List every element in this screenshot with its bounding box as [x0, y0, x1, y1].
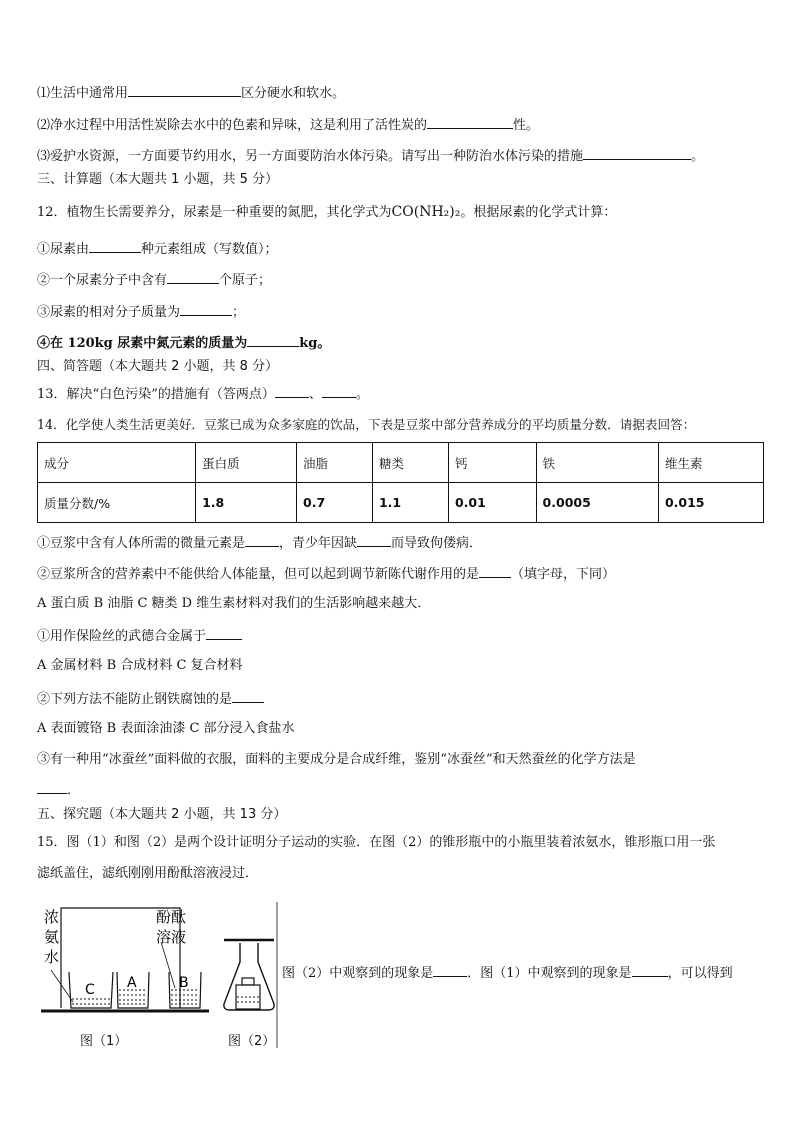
q12-stem: [37, 203, 616, 222]
answer-blank[interactable]: [167, 270, 219, 284]
q15-tail: ，可以得到: [667, 966, 733, 981]
table-cell: 0.015: [658, 483, 763, 523]
section-heading-4: 四、简答题（本大题共 2 小题，共 8 分）: [37, 359, 279, 374]
q14-part3: [37, 626, 242, 646]
answer-blank[interactable]: [128, 83, 241, 97]
ammonia-label-char: 氨: [44, 928, 60, 946]
table-cell: 钙: [448, 443, 536, 483]
q14-options: A 蛋白质 B 油脂 C 糖类 D 维生素材料对我们的生活影响越来越大．: [37, 596, 431, 611]
q12-1-text: ①尿素由: [37, 242, 90, 257]
figure-1-diffusion-apparatus: [37, 900, 212, 1020]
q14-1-text: ①豆浆中含有人体所需的微量元素是: [37, 536, 246, 551]
section-heading-5: 五、探究题（本大题共 2 小题，共 13 分）: [37, 807, 287, 822]
q12-part3: [37, 302, 245, 322]
table-cell: 质量分数/%: [38, 483, 196, 523]
table-header-row: [38, 443, 764, 483]
q13-tail: 。: [355, 387, 369, 402]
q15-mid: ．图（1）中观察到的现象是: [467, 966, 632, 981]
answer-blank[interactable]: [180, 302, 232, 316]
answer-blank[interactable]: [89, 239, 141, 253]
q12-3-text: ③尿素的相对分子质量为: [37, 305, 181, 320]
q14-stem: 14．化学使人类生活更美好．豆浆已成为众多家庭的饮品，下表是豆浆中部分营养成分的平均质量分数．请据表回答：: [37, 417, 696, 432]
q12-3-tail: ；: [232, 305, 246, 320]
q14-4-options: A 表面镀铬 B 表面涂油漆 C 部分浸入食盐水: [37, 721, 295, 736]
figure-1-caption: 图（1）: [80, 1034, 128, 1049]
table-cell: 蛋白质: [196, 443, 297, 483]
q15-stem-line1: 15．图（1）和图（2）是两个设计证明分子运动的实验．在图（2）的锥形瓶中的小瓶里装着浓氨水，锥形瓶口用一张: [37, 835, 716, 850]
q15-text: 图（2）中观察到的现象是: [282, 966, 434, 981]
q11-2-text: ⑵净水过程中用活性炭除去水中的色素和异味，这是利用了活性炭的: [37, 118, 428, 133]
answer-blank[interactable]: [427, 115, 513, 129]
q14-1-tail: 而导致佝偻病．: [391, 536, 483, 551]
leader-line: [161, 942, 175, 988]
table-cell: 维生素: [658, 443, 763, 483]
q12-part2: [37, 270, 271, 290]
q14-3-options: A 金属材料 B 合成材料 C 复合材料: [37, 658, 243, 673]
table-cell: 0.0005: [536, 483, 658, 523]
q11-part2: [37, 115, 539, 135]
beaker-b-label: B: [179, 975, 189, 991]
answer-blank[interactable]: [275, 384, 309, 398]
urea-formula: CO(NH₂)₂: [391, 204, 461, 220]
q15-stem-line2: 滤纸盖住，滤纸刚刚用酚酞溶液浸过．: [37, 866, 259, 881]
conical-flask: [224, 943, 274, 1010]
ammonia-label-char: 浓: [44, 908, 60, 926]
q12-part1: [37, 239, 278, 259]
answer-blank[interactable]: [247, 333, 299, 347]
figure-2-caption: 图（2）: [228, 1034, 276, 1049]
bottle-neck: [242, 978, 254, 985]
section-heading-3: 三、计算题（本大题共 1 小题，共 5 分）: [37, 172, 279, 187]
q11-3-text: ⑶爱护水资源，一方面要节约用水，另一方面要防治水体污染。请写出一种防治水体污染的措施: [37, 149, 584, 164]
table-cell: 糖类: [372, 443, 448, 483]
q13-sep: 、: [308, 387, 322, 402]
q14-4-text: ②下列方法不能防止钢铁腐蚀的是: [37, 692, 233, 707]
answer-blank[interactable]: [433, 963, 467, 977]
answer-blank[interactable]: [245, 533, 279, 547]
ammonia-label-char: 水: [44, 948, 60, 966]
beaker-c-label: C: [85, 982, 95, 998]
table-cell: 0.01: [448, 483, 536, 523]
q14-part2: [37, 564, 615, 584]
table-cell: 油脂: [297, 443, 373, 483]
table-row: [38, 483, 764, 523]
q14-part1: [37, 533, 482, 553]
q15-observation-line: [282, 963, 733, 983]
q11-part1: [37, 83, 345, 103]
table-cell: 0.7: [297, 483, 373, 523]
q12-2-text: ②一个尿素分子中含有: [37, 273, 168, 288]
q14-part5-blank: [37, 780, 80, 800]
q11-1-text: ⑴生活中通常用: [37, 86, 129, 101]
nutrition-table: [37, 442, 764, 523]
answer-blank[interactable]: [37, 780, 67, 794]
q11-1-tail: 区分硬水和软水。: [241, 86, 346, 101]
q11-2-tail: 性。: [513, 118, 540, 133]
beaker-a-label: A: [127, 975, 137, 991]
q13: [37, 384, 369, 404]
q11-3-tail: 。: [691, 149, 705, 164]
answer-blank[interactable]: [583, 146, 691, 160]
q14-part5: ③有一种用“冰蚕丝”面料做的衣服，面料的主要成分是合成纤维，鉴别“冰蚕丝”和天然蚕丝的化学方法是: [37, 752, 636, 767]
answer-blank[interactable]: [206, 626, 242, 640]
q13-text: 13．解决“白色污染”的措施有（答两点）: [37, 387, 275, 402]
q12-part4: [37, 333, 330, 353]
answer-blank[interactable]: [322, 384, 356, 398]
table-cell: 1.8: [196, 483, 297, 523]
q12-4-tail: kg。: [299, 336, 331, 351]
q12-1-tail: 种元素组成（写数值）；: [141, 242, 278, 257]
answer-blank[interactable]: [357, 533, 391, 547]
table-cell: 1.1: [372, 483, 448, 523]
q11-part3: [37, 146, 704, 166]
q14-2-text: ②豆浆所含的营养素中不能供给人体能量，但可以起到调节新陈代谢作用的是: [37, 567, 480, 582]
answer-blank[interactable]: [232, 689, 264, 703]
answer-blank[interactable]: [632, 963, 668, 977]
small-bottle: [236, 985, 260, 1009]
answer-blank[interactable]: [479, 564, 511, 578]
q14-3-text: ①用作保险丝的武德合金属于: [37, 629, 207, 644]
table-cell: 铁: [536, 443, 658, 483]
q12-4-text: ④在 120kg 尿素中氮元素的质量为: [37, 336, 248, 351]
q14-2-tail: （填字母，下同）: [511, 567, 616, 582]
phenolphthalein-label: 酚酞: [156, 908, 187, 926]
q14-1-mid: ，青少年因缺: [279, 536, 358, 551]
table-cell: 成分: [38, 443, 196, 483]
phenolphthalein-label: 溶液: [156, 928, 187, 946]
q12-tail: 。根据尿素的化学式计算：: [460, 205, 617, 220]
figure-2-flask-apparatus: [218, 900, 280, 1050]
q12-2-tail: 个原子；: [219, 273, 272, 288]
q14-part4: [37, 689, 264, 709]
q12-text: 12．植物生长需要养分，尿素是一种重要的氮肥，其化学式为: [37, 205, 392, 220]
q14-5-tail: ．: [67, 783, 81, 798]
